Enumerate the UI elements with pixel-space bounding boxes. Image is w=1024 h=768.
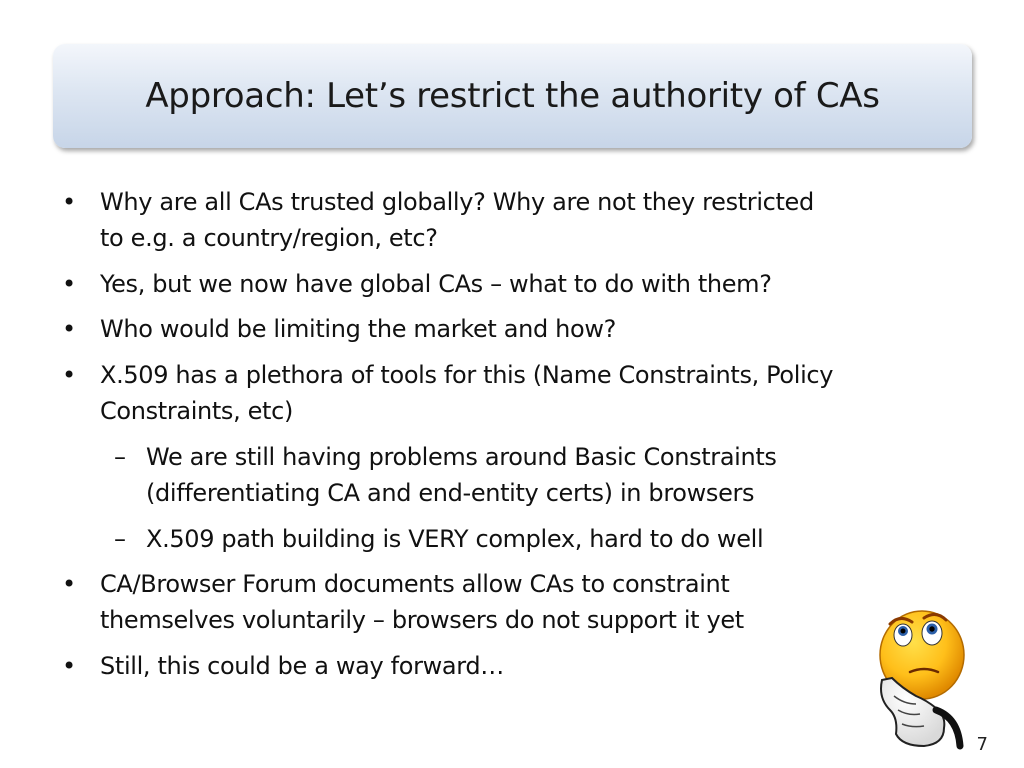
thinking-smiley-icon — [872, 600, 972, 750]
bullet-marker: • — [62, 361, 77, 389]
page-number: 7 — [976, 734, 988, 755]
bullet-marker: • — [62, 652, 77, 680]
bullet-4-line-2: Constraints, etc) — [100, 397, 293, 425]
sub-bullet-1-line-2: (differentiating CA and end-entity certs) in browsers — [146, 479, 755, 507]
bullet-1-line-2: to e.g. a country/region, etc? — [100, 224, 438, 252]
bullet-marker: • — [62, 188, 77, 216]
bullet-5-line-2: themselves voluntarily – browsers do not support it yet — [100, 606, 744, 634]
bullet-2-line-1: Yes, but we now have global CAs – what to do with them? — [100, 270, 772, 298]
bullet-3-line-1: Who would be limiting the market and how? — [100, 315, 616, 343]
bullet-5-line-1: CA/Browser Forum documents allow CAs to constraint — [100, 570, 730, 598]
slide-title: Approach: Let’s restrict the authority of CAs — [145, 76, 880, 116]
bullet-marker: • — [62, 315, 77, 343]
bullet-6-line-1: Still, this could be a way forward… — [100, 652, 504, 680]
bullet-1-line-1: Why are all CAs trusted globally? Why are not they restricted — [100, 188, 814, 216]
bullet-marker: • — [62, 270, 77, 298]
sub-bullet-marker: – — [114, 525, 126, 553]
sub-bullet-2-line-1: X.509 path building is VERY complex, hard to do well — [146, 525, 764, 553]
sub-bullet-1-line-1: We are still having problems around Basic Constraints — [146, 443, 777, 471]
bullet-marker: • — [62, 570, 77, 598]
bullet-4-line-1: X.509 has a plethora of tools for this (Name Constraints, Policy — [100, 361, 834, 389]
sub-bullet-marker: – — [114, 443, 126, 471]
